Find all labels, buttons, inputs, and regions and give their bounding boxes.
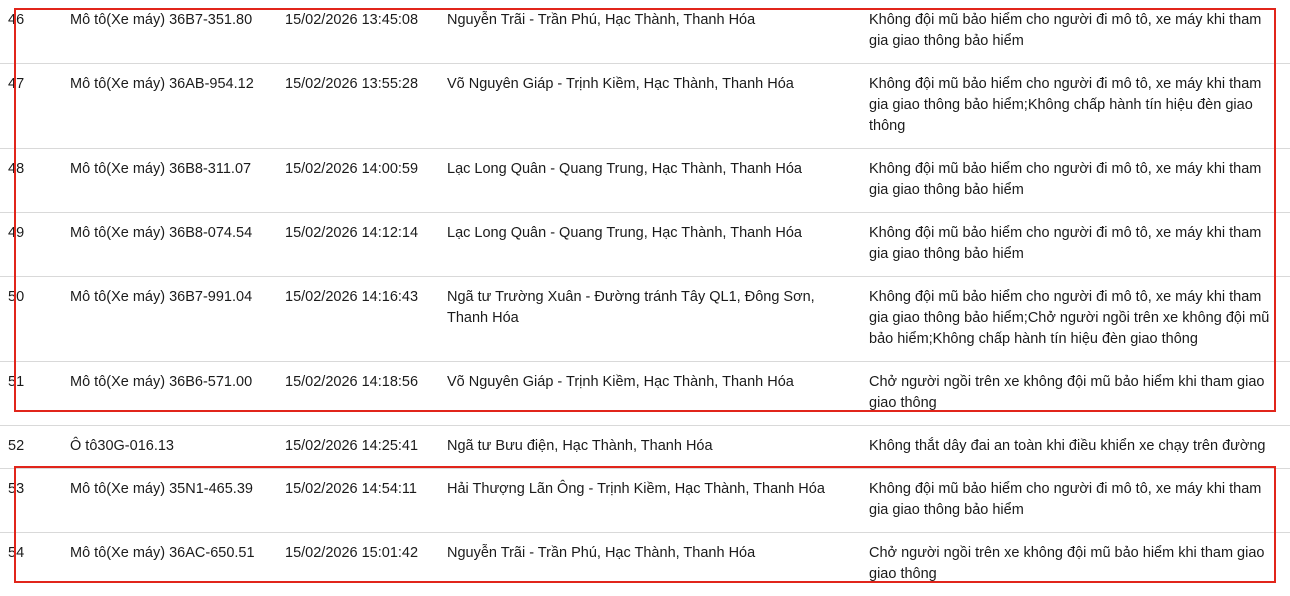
row-vehicle: Mô tô(Xe máy) 35N1-465.39 — [62, 469, 277, 533]
row-location: Võ Nguyên Giáp - Trịnh Kiềm, Hạc Thành, Thanh Hóa — [439, 362, 861, 426]
row-vehicle: Ô tô30G-016.13 — [62, 426, 277, 469]
row-time: 15/02/2026 13:45:08 — [277, 0, 439, 64]
row-vehicle: Mô tô(Xe máy) 36B6-571.00 — [62, 362, 277, 426]
row-violation: Không đội mũ bảo hiểm cho người đi mô tô, xe máy khi tham gia giao thông bảo hiểm;Không chấp hành tín hiệu đèn giao thông — [861, 64, 1290, 149]
row-vehicle: Mô tô(Xe máy) 36AB-954.12 — [62, 64, 277, 149]
table-row[interactable] — [0, 213, 1290, 277]
table-row[interactable] — [0, 149, 1290, 213]
table-row[interactable] — [0, 0, 1290, 64]
row-location: Ngã tư Bưu điện, Hạc Thành, Thanh Hóa — [439, 426, 861, 469]
row-violation: Không đội mũ bảo hiểm cho người đi mô tô, xe máy khi tham gia giao thông bảo hiểm — [861, 0, 1290, 64]
table-row[interactable] — [0, 277, 1290, 362]
row-violation: Không đội mũ bảo hiểm cho người đi mô tô, xe máy khi tham gia giao thông bảo hiểm;Chở người ngồi trên xe không đội mũ bảo hiểm;Không chấp hành tín hiệu đèn giao thông — [861, 277, 1290, 362]
row-violation: Không đội mũ bảo hiểm cho người đi mô tô, xe máy khi tham gia giao thông bảo hiểm — [861, 469, 1290, 533]
row-time: 15/02/2026 13:55:28 — [277, 64, 439, 149]
row-index: 52 — [0, 426, 62, 469]
row-location: Lạc Long Quân - Quang Trung, Hạc Thành, Thanh Hóa — [439, 149, 861, 213]
row-vehicle: Mô tô(Xe máy) 36B8-311.07 — [62, 149, 277, 213]
row-index: 47 — [0, 64, 62, 149]
table-row[interactable] — [0, 362, 1290, 426]
row-vehicle: Mô tô(Xe máy) 36AC-650.51 — [70, 545, 255, 562]
table-row[interactable] — [0, 426, 1290, 469]
row-time: 15/02/2026 14:18:56 — [277, 362, 439, 426]
row-time: 15/02/2026 15:01:42 — [285, 545, 419, 562]
row-violation: Chở người ngồi trên xe không đội mũ bảo hiểm khi tham giao giao thông — [861, 362, 1290, 426]
row-index: 51 — [0, 362, 62, 426]
row-location: Võ Nguyên Giáp - Trịnh Kiềm, Hạc Thành, Thanh Hóa — [439, 64, 861, 149]
row-location: Ngã tư Trường Xuân - Đường tránh Tây QL1, Đông Sơn, Thanh Hóa — [439, 277, 861, 362]
row-vehicle: Mô tô(Xe máy) 36B8-074.54 — [62, 213, 277, 277]
row-index: 49 — [0, 213, 62, 277]
row-time: 15/02/2026 14:00:59 — [277, 149, 439, 213]
row-index: 54 — [8, 545, 25, 562]
row-violation: Không đội mũ bảo hiểm cho người đi mô tô, xe máy khi tham gia giao thông bảo hiểm — [861, 213, 1290, 277]
row-time: 15/02/2026 14:54:11 — [277, 469, 439, 533]
row-vehicle: Mô tô(Xe máy) 36B7-991.04 — [62, 277, 277, 362]
row-time: 15/02/2026 14:16:43 — [277, 277, 439, 362]
row-index: 48 — [0, 149, 62, 213]
row-time: 15/02/2026 14:12:14 — [277, 213, 439, 277]
row-location: Hải Thượng Lãn Ông - Trịnh Kiềm, Hạc Thành, Thanh Hóa — [439, 469, 861, 533]
row-location: Nguyễn Trãi - Trần Phú, Hạc Thành, Thanh Hóa — [439, 0, 861, 64]
row-violation: Chở người ngồi trên xe không đội mũ bảo hiểm khi tham giao giao thông — [869, 545, 1265, 583]
row-location: Lạc Long Quân - Quang Trung, Hạc Thành, Thanh Hóa — [439, 213, 861, 277]
row-location: Nguyễn Trãi - Trần Phú, Hạc Thành, Thanh Hóa — [447, 545, 756, 562]
row-index: 46 — [0, 0, 62, 64]
row-vehicle: Mô tô(Xe máy) 36B7-351.80 — [62, 0, 277, 64]
table-row[interactable] — [0, 469, 1290, 533]
row-time: 15/02/2026 14:25:41 — [277, 426, 439, 469]
row-index: 53 — [0, 469, 62, 533]
row-index: 50 — [0, 277, 62, 362]
row-violation: Không thắt dây đai an toàn khi điều khiển xe chạy trên đường — [861, 426, 1290, 469]
table-row[interactable] — [0, 64, 1290, 149]
row-violation: Không đội mũ bảo hiểm cho người đi mô tô, xe máy khi tham gia giao thông bảo hiểm — [861, 149, 1290, 213]
